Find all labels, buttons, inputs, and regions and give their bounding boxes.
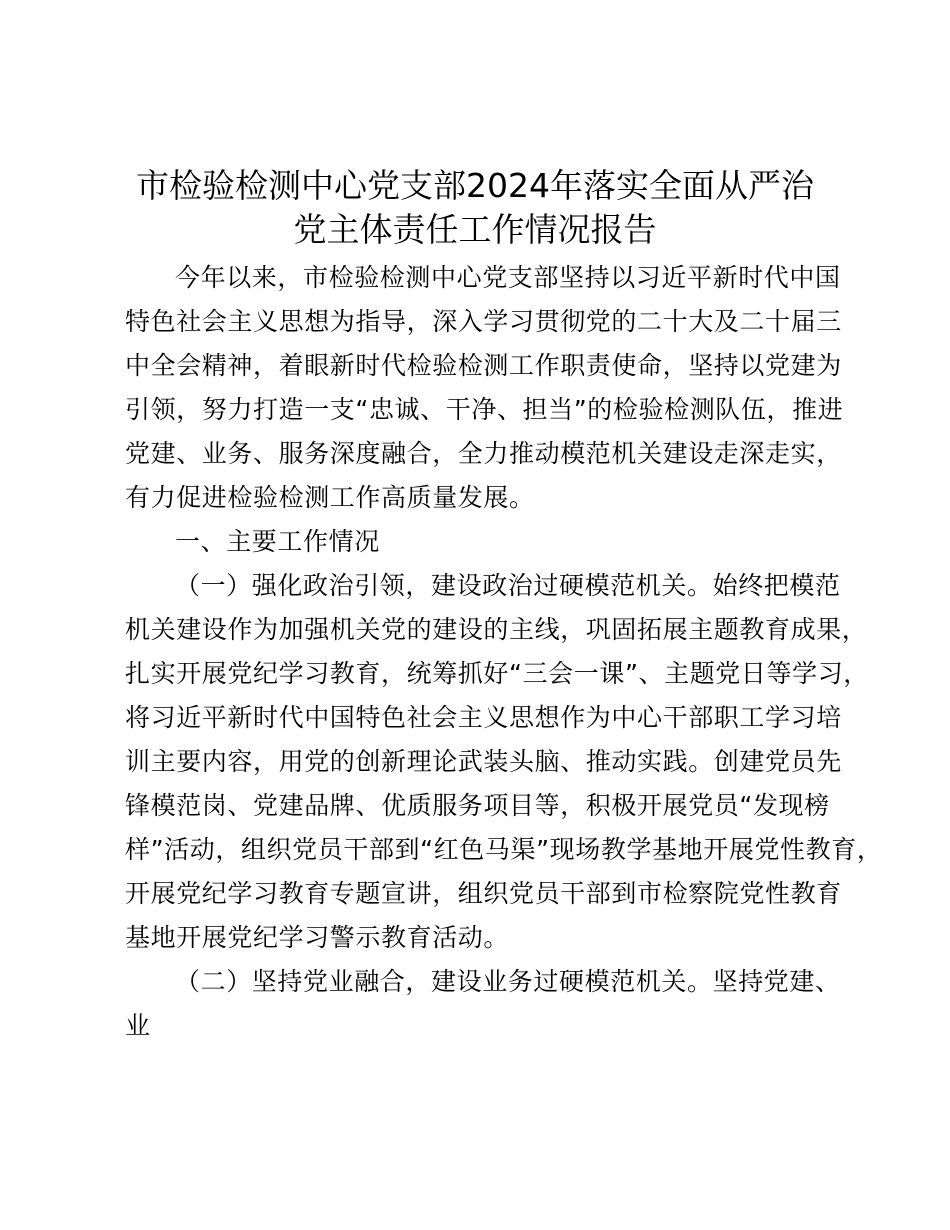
- document-body: [125, 256, 883, 1048]
- paragraph-intro-line-2: 特色社会主义思想为指导，深入学习贯彻党的二十大及二十届三: [125, 307, 842, 336]
- paragraph-1-line-1: （一）强化政治引领，建设政治过硬模范机关。始终把模范: [175, 571, 841, 600]
- section-heading-1: 一、主要工作情况: [175, 527, 380, 556]
- paragraph-1-line-7: 样”活动，组织党员干部到“红色马渠”现场教学基地开展党性教育，: [125, 835, 883, 864]
- document-title-line-1: 市检验检测中心党支部2024年落实全面从严治: [136, 166, 814, 205]
- paragraph-1-line-3: 扎实开展党纪学习教育，统筹抓好“三会一课”、主题党日等学习，: [125, 659, 869, 688]
- paragraph-1-line-8: 开展党纪学习教育专题宣讲，组织党员干部到市检察院党性教育: [125, 879, 842, 908]
- paragraph-intro-line-4: 引领，努力打造一支“忠诚、干净、担当”的检验检测队伍，推进: [125, 395, 844, 424]
- paragraph-1-line-5: 训主要内容，用党的创新理论武装头脑、推动实践。创建党员先: [125, 747, 842, 776]
- document-title-line-2: 党主体责任工作情况报告: [293, 210, 657, 249]
- paragraph-intro-line-3: 中全会精神，着眼新时代检验检测工作职责使命，坚持以党建为: [125, 351, 842, 380]
- paragraph-intro-line-5: 党建、业务、服务深度融合，全力推动模范机关建设走深走实，: [125, 439, 842, 468]
- paragraph-1-line-6: 锋模范岗、党建品牌、优质服务项目等，积极开展党员“发现榜: [125, 791, 830, 820]
- paragraph-1-line-4: 将习近平新时代中国特色社会主义思想作为中心干部职工学习培: [125, 703, 842, 732]
- paragraph-2-line-2: 业: [125, 1011, 151, 1040]
- paragraph-1-line-9: 基地开展党纪学习警示教育活动。: [125, 923, 510, 952]
- paragraph-2-line-1: （二）坚持党业融合，建设业务过硬模范机关。坚持党建、: [175, 967, 841, 996]
- paragraph-intro-line-6: 有力促进检验检测工作高质量发展。: [125, 483, 535, 512]
- paragraph-1-line-2: 机关建设作为加强机关党的建设的主线，巩固拓展主题教育成果，: [125, 615, 868, 644]
- paragraph-intro-line-1: 今年以来，市检验检测中心党支部坚持以习近平新时代中国: [175, 263, 841, 292]
